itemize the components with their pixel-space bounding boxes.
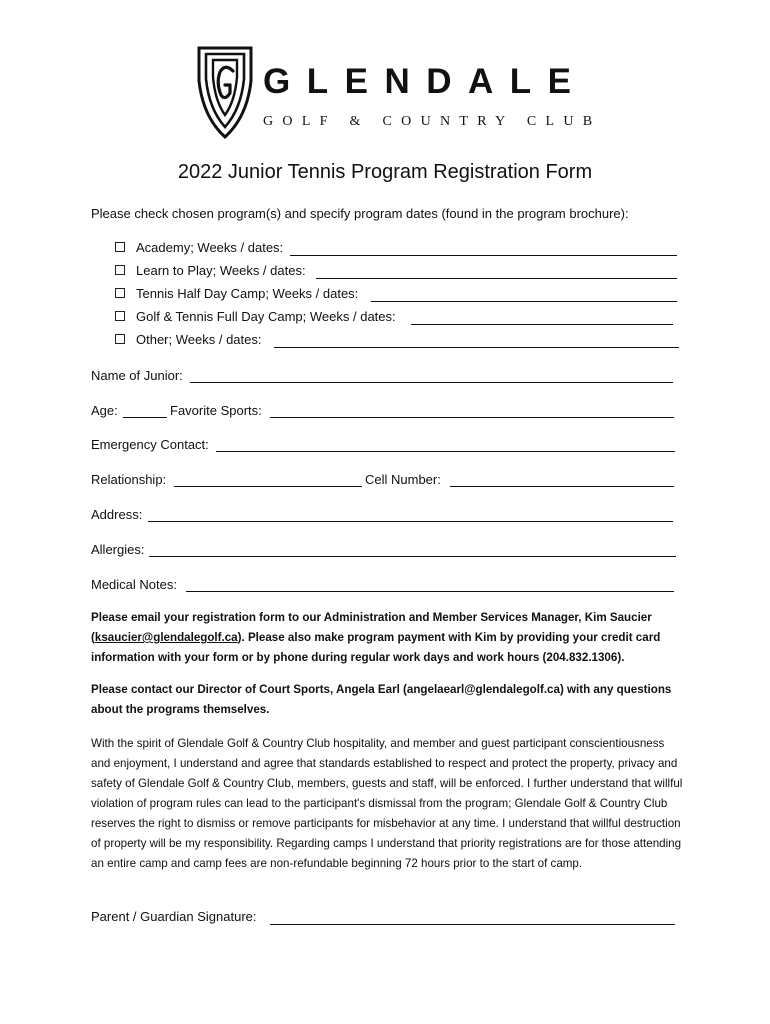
- age-label: Age:: [91, 403, 118, 418]
- medical-label: Medical Notes:: [91, 577, 177, 592]
- name-field[interactable]: [190, 382, 673, 383]
- cell-label: Cell Number:: [365, 472, 441, 487]
- logo-name: GLENDALE: [263, 62, 588, 101]
- relationship-field[interactable]: [174, 486, 362, 487]
- contact-instructions: Please contact our Director of Court Sports, Angela Earl (angelaearl@glendalegolf.ca) with any questions about the programs themselves.: [91, 683, 672, 716]
- sports-label: Favorite Sports:: [170, 403, 262, 418]
- shield-crest-icon: [197, 45, 253, 140]
- program-dates-line-full-day-camp[interactable]: [411, 324, 673, 325]
- checkbox-academy[interactable]: [115, 242, 125, 252]
- logo-subtitle: GOLF & COUNTRY CLUB: [263, 114, 602, 129]
- age-field[interactable]: [123, 417, 167, 418]
- allergies-field[interactable]: [149, 556, 676, 557]
- email-text-post: ). Please also make program payment with Kim by providing your credit card information with your form or by phone during regular work days and work hours (204.832.1306).: [91, 631, 661, 664]
- relationship-label: Relationship:: [91, 472, 167, 487]
- checkbox-full-day-camp[interactable]: [115, 311, 125, 321]
- program-dates-line-learn-to-play[interactable]: [316, 278, 677, 279]
- waiver-text: With the spirit of Glendale Golf & Country Club hospitality, and member and guest participant conscientiousness and enjoyment, I understand and agree that standards established to respect and protect the property, privacy and safety of Glendale Golf & Country Club, members, guests and staff, will be enforced. I further understand that willful violation of program rules can lead to the participant's dismissal from the program; Glendale Golf & Country Club reserves the right to dismiss or remove participants for misbehavior at any time. I understand that willful destruction of property will be my responsibility. Regarding camps I understand that priority registrations are for those attending an entire camp and camp fees are non-refundable beginning 72 hours prior to the start of camp.: [91, 737, 683, 870]
- signature-label: Parent / Guardian Signature:: [91, 909, 257, 924]
- address-label: Address:: [91, 507, 143, 522]
- instruction-text: Please check chosen program(s) and specify program dates (found in the program brochure):: [91, 206, 629, 221]
- email-text-pre: Please email your registration form to our Administration and Member Services Manager, Kim Saucier (: [91, 611, 652, 644]
- club-logo: [197, 45, 602, 140]
- allergies-label: Allergies:: [91, 542, 145, 557]
- medical-field[interactable]: [186, 591, 674, 592]
- program-label-learn-to-play: Learn to Play; Weeks / dates:: [136, 263, 306, 278]
- email-instructions: [91, 608, 686, 668]
- program-dates-line-academy[interactable]: [290, 255, 677, 256]
- checkbox-learn-to-play[interactable]: [115, 265, 125, 275]
- address-field[interactable]: [148, 521, 673, 522]
- program-dates-line-other[interactable]: [274, 347, 679, 348]
- signature-field[interactable]: [270, 924, 675, 925]
- program-label-other: Other; Weeks / dates:: [136, 332, 262, 347]
- program-dates-line-half-day-camp[interactable]: [371, 301, 677, 302]
- program-label-academy: Academy; Weeks / dates:: [136, 240, 284, 255]
- name-label: Name of Junior:: [91, 368, 183, 383]
- cell-field[interactable]: [450, 486, 674, 487]
- form-title: 2022 Junior Tennis Program Registration Form: [177, 161, 593, 183]
- sports-field[interactable]: [270, 417, 674, 418]
- email-link[interactable]: ksaucier@glendalegolf.ca: [94, 631, 238, 644]
- emergency-field[interactable]: [216, 451, 675, 452]
- program-label-half-day-camp: Tennis Half Day Camp; Weeks / dates:: [136, 286, 359, 301]
- program-label-full-day-camp: Golf & Tennis Full Day Camp; Weeks / dates:: [136, 309, 396, 324]
- emergency-label: Emergency Contact:: [91, 437, 209, 452]
- checkbox-other[interactable]: [115, 334, 125, 344]
- checkbox-half-day-camp[interactable]: [115, 288, 125, 298]
